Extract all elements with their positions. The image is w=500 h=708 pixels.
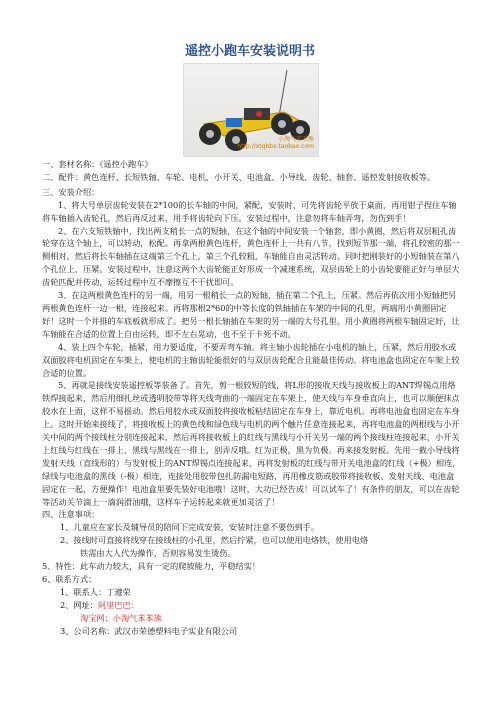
company-name: 3、公司名称：武汉市荣德塑料电子实业有限公司 — [60, 625, 238, 636]
step-1: 1、将大号单层齿轮安装在2*100的长车轴的中间，紧配，安装时，可先将齿轮平放于桌面，再用钳子捏住车轴将车轴插入齿轮孔，然后再反过来，用手将齿轮向下压。安装过程中，注意勿将车轴弄弯，勿伤到手！ — [42, 199, 457, 223]
step-5: 5、再就是接线安装遥控板等装备了。首先，剪一根较短的线，将L形的接收天线与接收板上的ANT焊锡点用烙铁焊接起来，然后用细扎丝或透明胶带等将天线弯曲的一端固定在车架上，使天线与车身垂直向上，也可以顺便抹点胶水在上面，这样不易摇动。然后用胶水或双面胶将接收板粘结固定在车身上，靠近电机。再将电池盒也固定在车身上。这时开始来接线了，将接收板上的黄色线和绿色线与电机的两个触片任意连接起来，再将电池盒的两根线与小开关中间的两个接线柱分别连接起来，然后再将接收板上的红线与黑线与小开关另一端的两个接线柱连接起来，小开关上红线与红线在一排上，黑线与黑线在一排上，别弄反哦。红为正极，黑为负极。再来接发射板。先用一截小导线将发射天线（直线形的）与发射板上的ANT焊锡点连接起来，再将发射板的红线与带开关电池盒的红线（+极）相连，绿线与电池盒的黑线（-极）相连，连接处用胶带包扎防漏电短路，再用橡皮筋或胶带将接收板、发射天线、电池盒固定在一起，方便操作！电池盒里要先装好电池哦！这时，大功已经告成！可以试车了！有条件的朋友，可以在齿轮等活动关节滴上一滴润滑油哦，这样车子运转起来就更加灵活了！ — [42, 380, 461, 507]
car-antenna — [279, 70, 287, 116]
contact-person: 1、联系人：丁遵荣 — [60, 586, 131, 597]
kit-name: 一、套材名称：《遥控小跑车》 — [42, 159, 153, 169]
note-2b: 铁需由大人代为操作，否则容易发生烫伤。 — [80, 548, 236, 559]
alibaba-link[interactable]: 阿里巴巴： — [97, 599, 139, 610]
instruction-body — [42, 158, 462, 638]
notes-heading: 四、注意事项： — [42, 509, 100, 520]
motor-icon — [256, 111, 262, 117]
step-4: 4、装上四个车轮，插紧，用力要适度，不要弄弯车轴。将主轴小齿轮插在小电机的轴上，压紧，然后用胶水或双面胶将电机固定在车架上，使电机的主轴齿轮能很好的与双层齿轮配合且能最佳传动。将电池盒也固定在车架上较合适的位置。 — [42, 341, 460, 378]
step-2: 2、在六支短铁轴中，找出两支稍长一点的短轴，在这个轴的中间安装一个轴套，即小黄圈，然后将双层粗孔齿轮穿在这个轴上，可以转动，松配。再拿两根黄色连杆，黄色连杆上一共有八节，找到短节那一端，将孔较密的那一侧相对，然后将长车轴插在这端第三个孔上，第三个孔较粗，车轴能自由灵活转动。同时把刚装好的小短轴装在第八个孔位上，压紧。安装过程中，注意这两个大齿轮能正好形成一个减速系统，双层齿轮上的小齿轮要能正好与单层大齿轮匹配并传动，运转过程中互不摩擦互不干扰即可。 — [42, 225, 460, 288]
note-1: 1、儿童应在家长及辅导员的陪同下完成安装，安装时注意不要伤到手。 — [60, 522, 320, 533]
step-3: 3、在这两根黄色连杆的另一端，用另一根稍长一点的短轴，插在第二个孔上，压紧。然后再依次用小短轴把另两根黄色连杆一边一根，连接起来。再将那根2*60的中等长度的铁轴插在车架的中间的孔里，两端用小黄圈固定好！这时一个并排的车底板就形成了。把另一根长轴插在车架的另一端的大号孔里。用小黄圈将两根车轴固定好，让车轴能在合适的位置上自由运转，即不左右晃动，也不至于卡死不动。 — [42, 290, 460, 339]
taobao-link[interactable]: 小淘气苯苯熊 — [112, 612, 162, 623]
contact-taobao: 淘宝网：小淘气苯苯熊 — [80, 612, 162, 623]
contact-heading: 6、联系方式： — [42, 574, 97, 584]
watermark: 小淘气苯苯熊 http://xtqbbx.taobao.com — [237, 136, 314, 150]
features: 5、特性：此车动力较大，具有一定的爬坡能力，平稳结实！ — [42, 561, 261, 572]
steps-heading: 三、安装介绍： — [42, 186, 100, 197]
product-photo — [183, 63, 319, 157]
parts-list: 二、配件：黄色连杆、长短铁轴、车轮、电机、小开关、电池盒、小导线、齿轮、轴套、遥控发射接收板等。 — [42, 171, 436, 182]
note-2a: 2、接线时可直接将线穿在接线柱的小孔里，然后拧紧，也可以使用电烙铁，使用电烙 — [60, 535, 369, 546]
contact-website: 2、网址：阿里巴巴： — [60, 599, 139, 610]
page-title: 遥控小跑车安装说明书 — [184, 44, 315, 59]
battery-box — [226, 118, 242, 127]
